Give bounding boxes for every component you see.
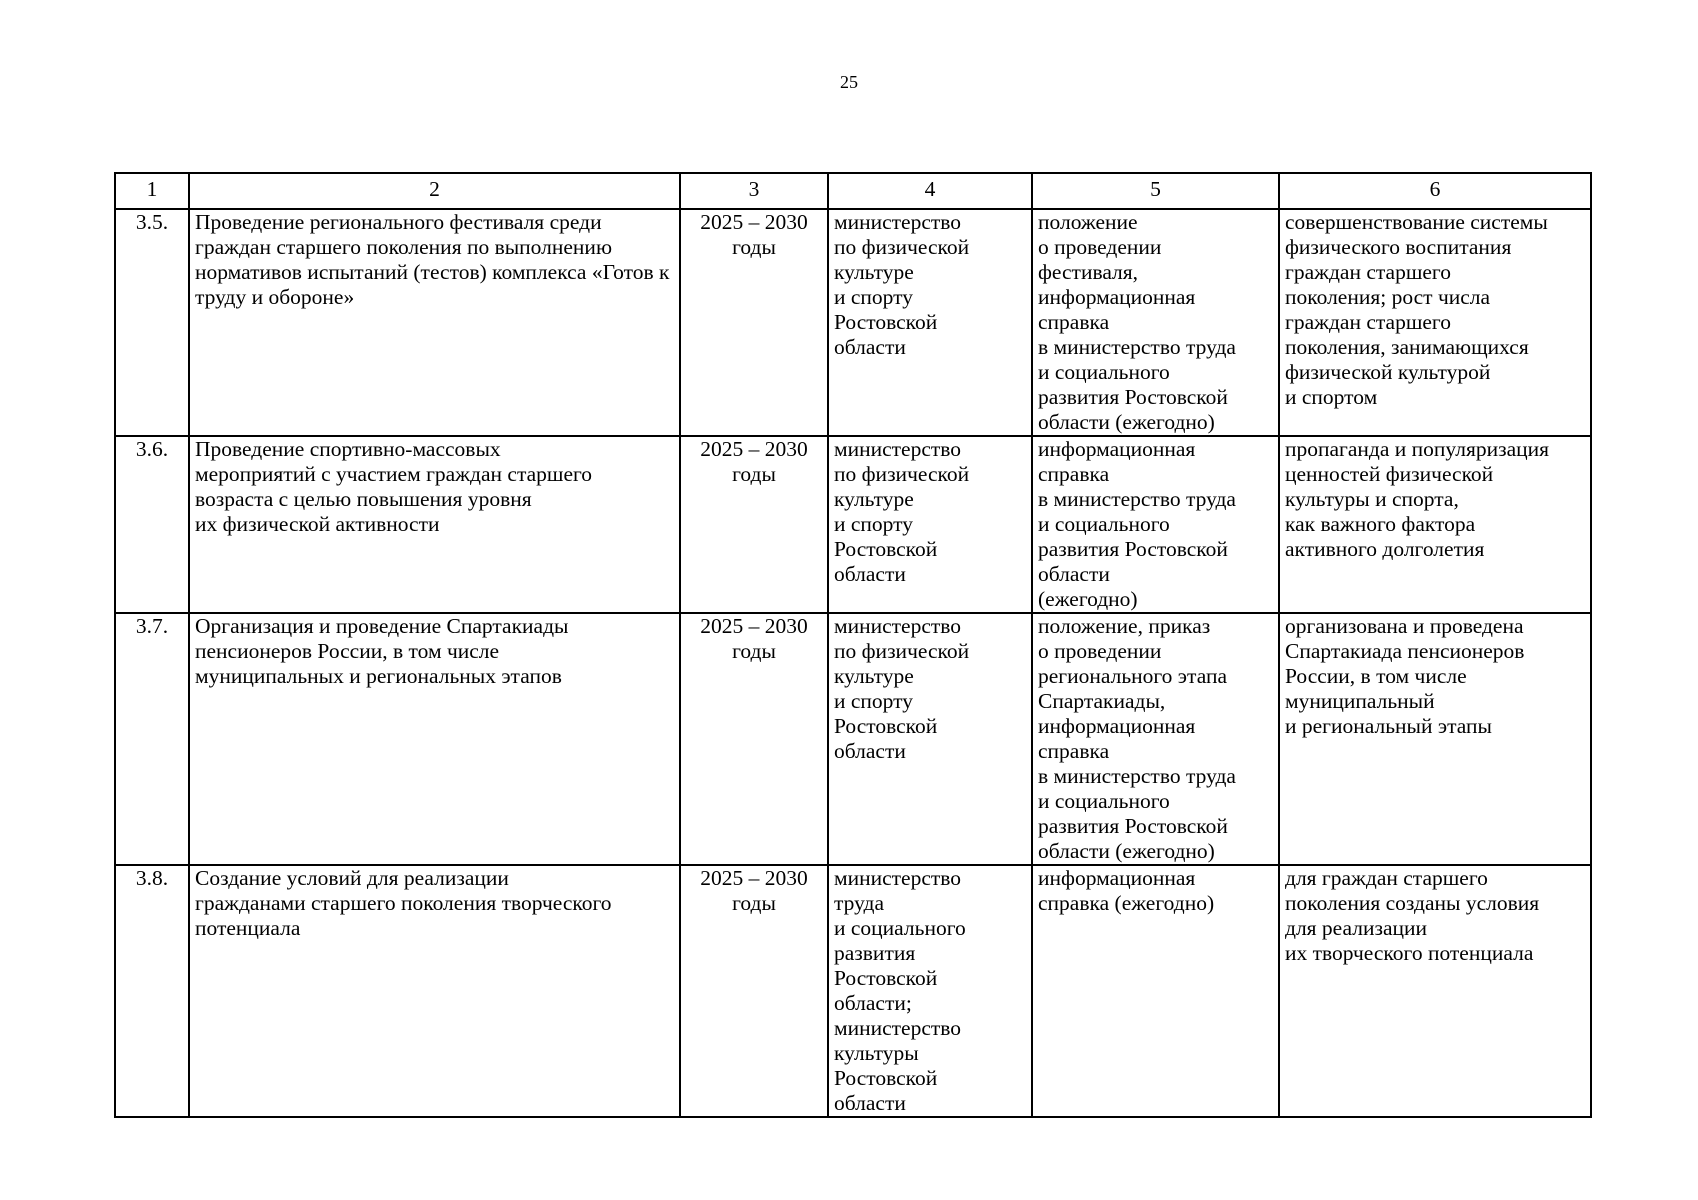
header-col-3: 3 bbox=[680, 173, 828, 209]
period: 2025 – 2030 годы bbox=[680, 865, 828, 1117]
header-col-6: 6 bbox=[1279, 173, 1591, 209]
header-col-4: 4 bbox=[828, 173, 1032, 209]
table-row bbox=[115, 436, 1591, 613]
executor: министерство по физической культуре и спорту Ростовской области bbox=[828, 436, 1032, 613]
header-col-1: 1 bbox=[115, 173, 189, 209]
page-number: 25 bbox=[840, 72, 858, 92]
document: информационная справка (ежегодно) bbox=[1032, 865, 1279, 1117]
measure-name: Проведение регионального фестиваля среди граждан старшего поколения по выполнению нормативов испытаний (тестов) комплекса «Готов к труду и обороне» bbox=[189, 209, 680, 436]
executor: министерство по физической культуре и спорту Ростовской области bbox=[828, 209, 1032, 436]
measures-table bbox=[114, 172, 1592, 1118]
table-row bbox=[115, 209, 1591, 436]
period: 2025 – 2030 годы bbox=[680, 613, 828, 865]
document: положение о проведении фестиваля, информационная справка в министерство труда и социального развития Ростовской области (ежегодно) bbox=[1032, 209, 1279, 436]
measure-name: Проведение спортивно-массовых мероприятий с участием граждан старшего возраста с целью повышения уровня их физической активности bbox=[189, 436, 680, 613]
expected-result: пропаганда и популяризация ценностей физической культуры и спорта, как важного фактора активного долголетия bbox=[1279, 436, 1591, 613]
period: 2025 – 2030 годы bbox=[680, 209, 828, 436]
measure-name: Создание условий для реализации гражданами старшего поколения творческого потенциала bbox=[189, 865, 680, 1117]
table-header-row bbox=[115, 173, 1591, 209]
row-number: 3.6. bbox=[115, 436, 189, 613]
measure-name: Организация и проведение Спартакиады пенсионеров России, в том числе муниципальных и региональных этапов bbox=[189, 613, 680, 865]
period: 2025 – 2030 годы bbox=[680, 436, 828, 613]
expected-result: совершенствование системы физического воспитания граждан старшего поколения; рост числа граждан старшего поколения, занимающихся физической культурой и спортом bbox=[1279, 209, 1591, 436]
header-col-5: 5 bbox=[1032, 173, 1279, 209]
expected-result: для граждан старшего поколения созданы условия для реализации их творческого потенциала bbox=[1279, 865, 1591, 1117]
executor: министерство по физической культуре и спорту Ростовской области bbox=[828, 613, 1032, 865]
header-col-2: 2 bbox=[189, 173, 680, 209]
expected-result: организована и проведена Спартакиада пенсионеров России, в том числе муниципальный и региональный этапы bbox=[1279, 613, 1591, 865]
row-number: 3.7. bbox=[115, 613, 189, 865]
document: положение, приказ о проведении регионального этапа Спартакиады, информационная справка в министерство труда и социального развития Ростовской области (ежегодно) bbox=[1032, 613, 1279, 865]
row-number: 3.8. bbox=[115, 865, 189, 1117]
table-row bbox=[115, 865, 1591, 1117]
executor: министерство труда и социального развития Ростовской области; министерство культуры Ростовской области bbox=[828, 865, 1032, 1117]
document: информационная справка в министерство труда и социального развития Ростовской области (ежегодно) bbox=[1032, 436, 1279, 613]
row-number: 3.5. bbox=[115, 209, 189, 436]
table-row bbox=[115, 613, 1591, 865]
